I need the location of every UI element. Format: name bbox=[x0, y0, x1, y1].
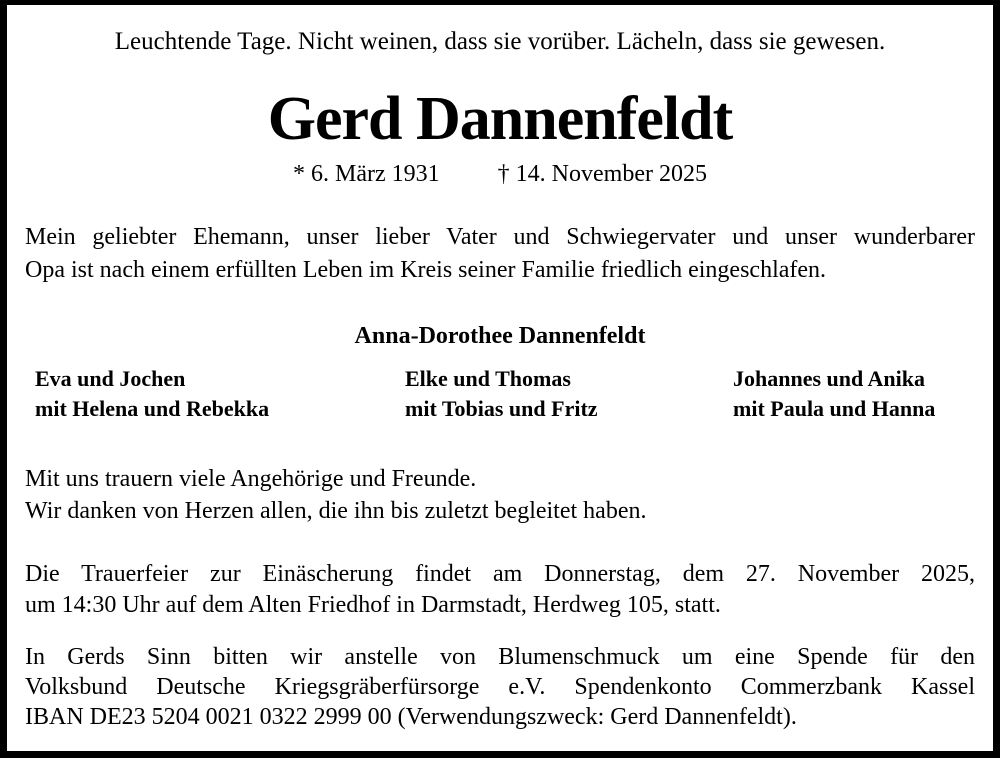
mourner-column bbox=[733, 364, 935, 424]
funeral-line: um 14:30 Uhr auf dem Alten Friedhof in Darmstadt, Herdweg 105, statt. bbox=[25, 592, 721, 618]
death-date: † 14. November 2025 bbox=[497, 161, 707, 187]
mourner-column bbox=[35, 364, 269, 424]
intro-paragraph bbox=[25, 221, 975, 287]
intro-line: Opa ist nach einem erfüllten Leben im Kreis seiner Familie friedlich eingeschlafen. bbox=[25, 257, 827, 283]
birth-date: * 6. März 1931 bbox=[293, 161, 440, 187]
funeral-line: Die Trauerfeier zur Einäscherung findet am Donnerstag, dem 27. November 2025, bbox=[25, 561, 975, 587]
condolence-line: Wir danken von Herzen allen, die ihn bis zuletzt begleitet haben. bbox=[25, 498, 647, 524]
deceased-name: Gerd Dannenfeldt bbox=[267, 85, 733, 153]
donation-iban-line: IBAN DE23 5204 0021 0322 2999 00 (Verwendungszweck: Gerd Dannenfeldt). bbox=[25, 704, 797, 730]
funeral-paragraph bbox=[25, 559, 975, 621]
chief-mourner-name: Anna-Dorothee Dannenfeldt bbox=[354, 323, 646, 349]
notice-page bbox=[7, 5, 993, 751]
mourner-children: mit Tobias und Fritz bbox=[405, 396, 598, 421]
condolence-paragraph bbox=[25, 463, 975, 527]
mourner-columns bbox=[25, 364, 975, 428]
donation-line: In Gerds Sinn bitten wir anstelle von Blumenschmuck um eine Spende für den bbox=[25, 644, 975, 670]
life-dates bbox=[25, 159, 975, 189]
donation-line: Volksbund Deutsche Kriegsgräberfürsorge e.V. Spendenkonto Commerzbank Kassel bbox=[25, 674, 975, 700]
donation-paragraph bbox=[25, 642, 975, 732]
mourner-names: Johannes und Anika bbox=[733, 366, 925, 391]
mourner-children: mit Paula und Hanna bbox=[733, 396, 936, 421]
mourner-names: Eva und Jochen bbox=[35, 366, 186, 391]
mourner-column bbox=[405, 364, 598, 424]
epigraph: Leuchtende Tage. Nicht weinen, dass sie vorüber. Lächeln, dass sie gewesen. bbox=[114, 28, 886, 55]
mourner-children: mit Helena und Rebekka bbox=[35, 396, 270, 421]
mourner-names: Elke und Thomas bbox=[405, 366, 571, 391]
intro-line: Mein geliebter Ehemann, unser lieber Vater und Schwiegervater und unser wunderbarer bbox=[25, 224, 975, 250]
condolence-line: Mit uns trauern viele Angehörige und Freunde. bbox=[25, 466, 477, 492]
